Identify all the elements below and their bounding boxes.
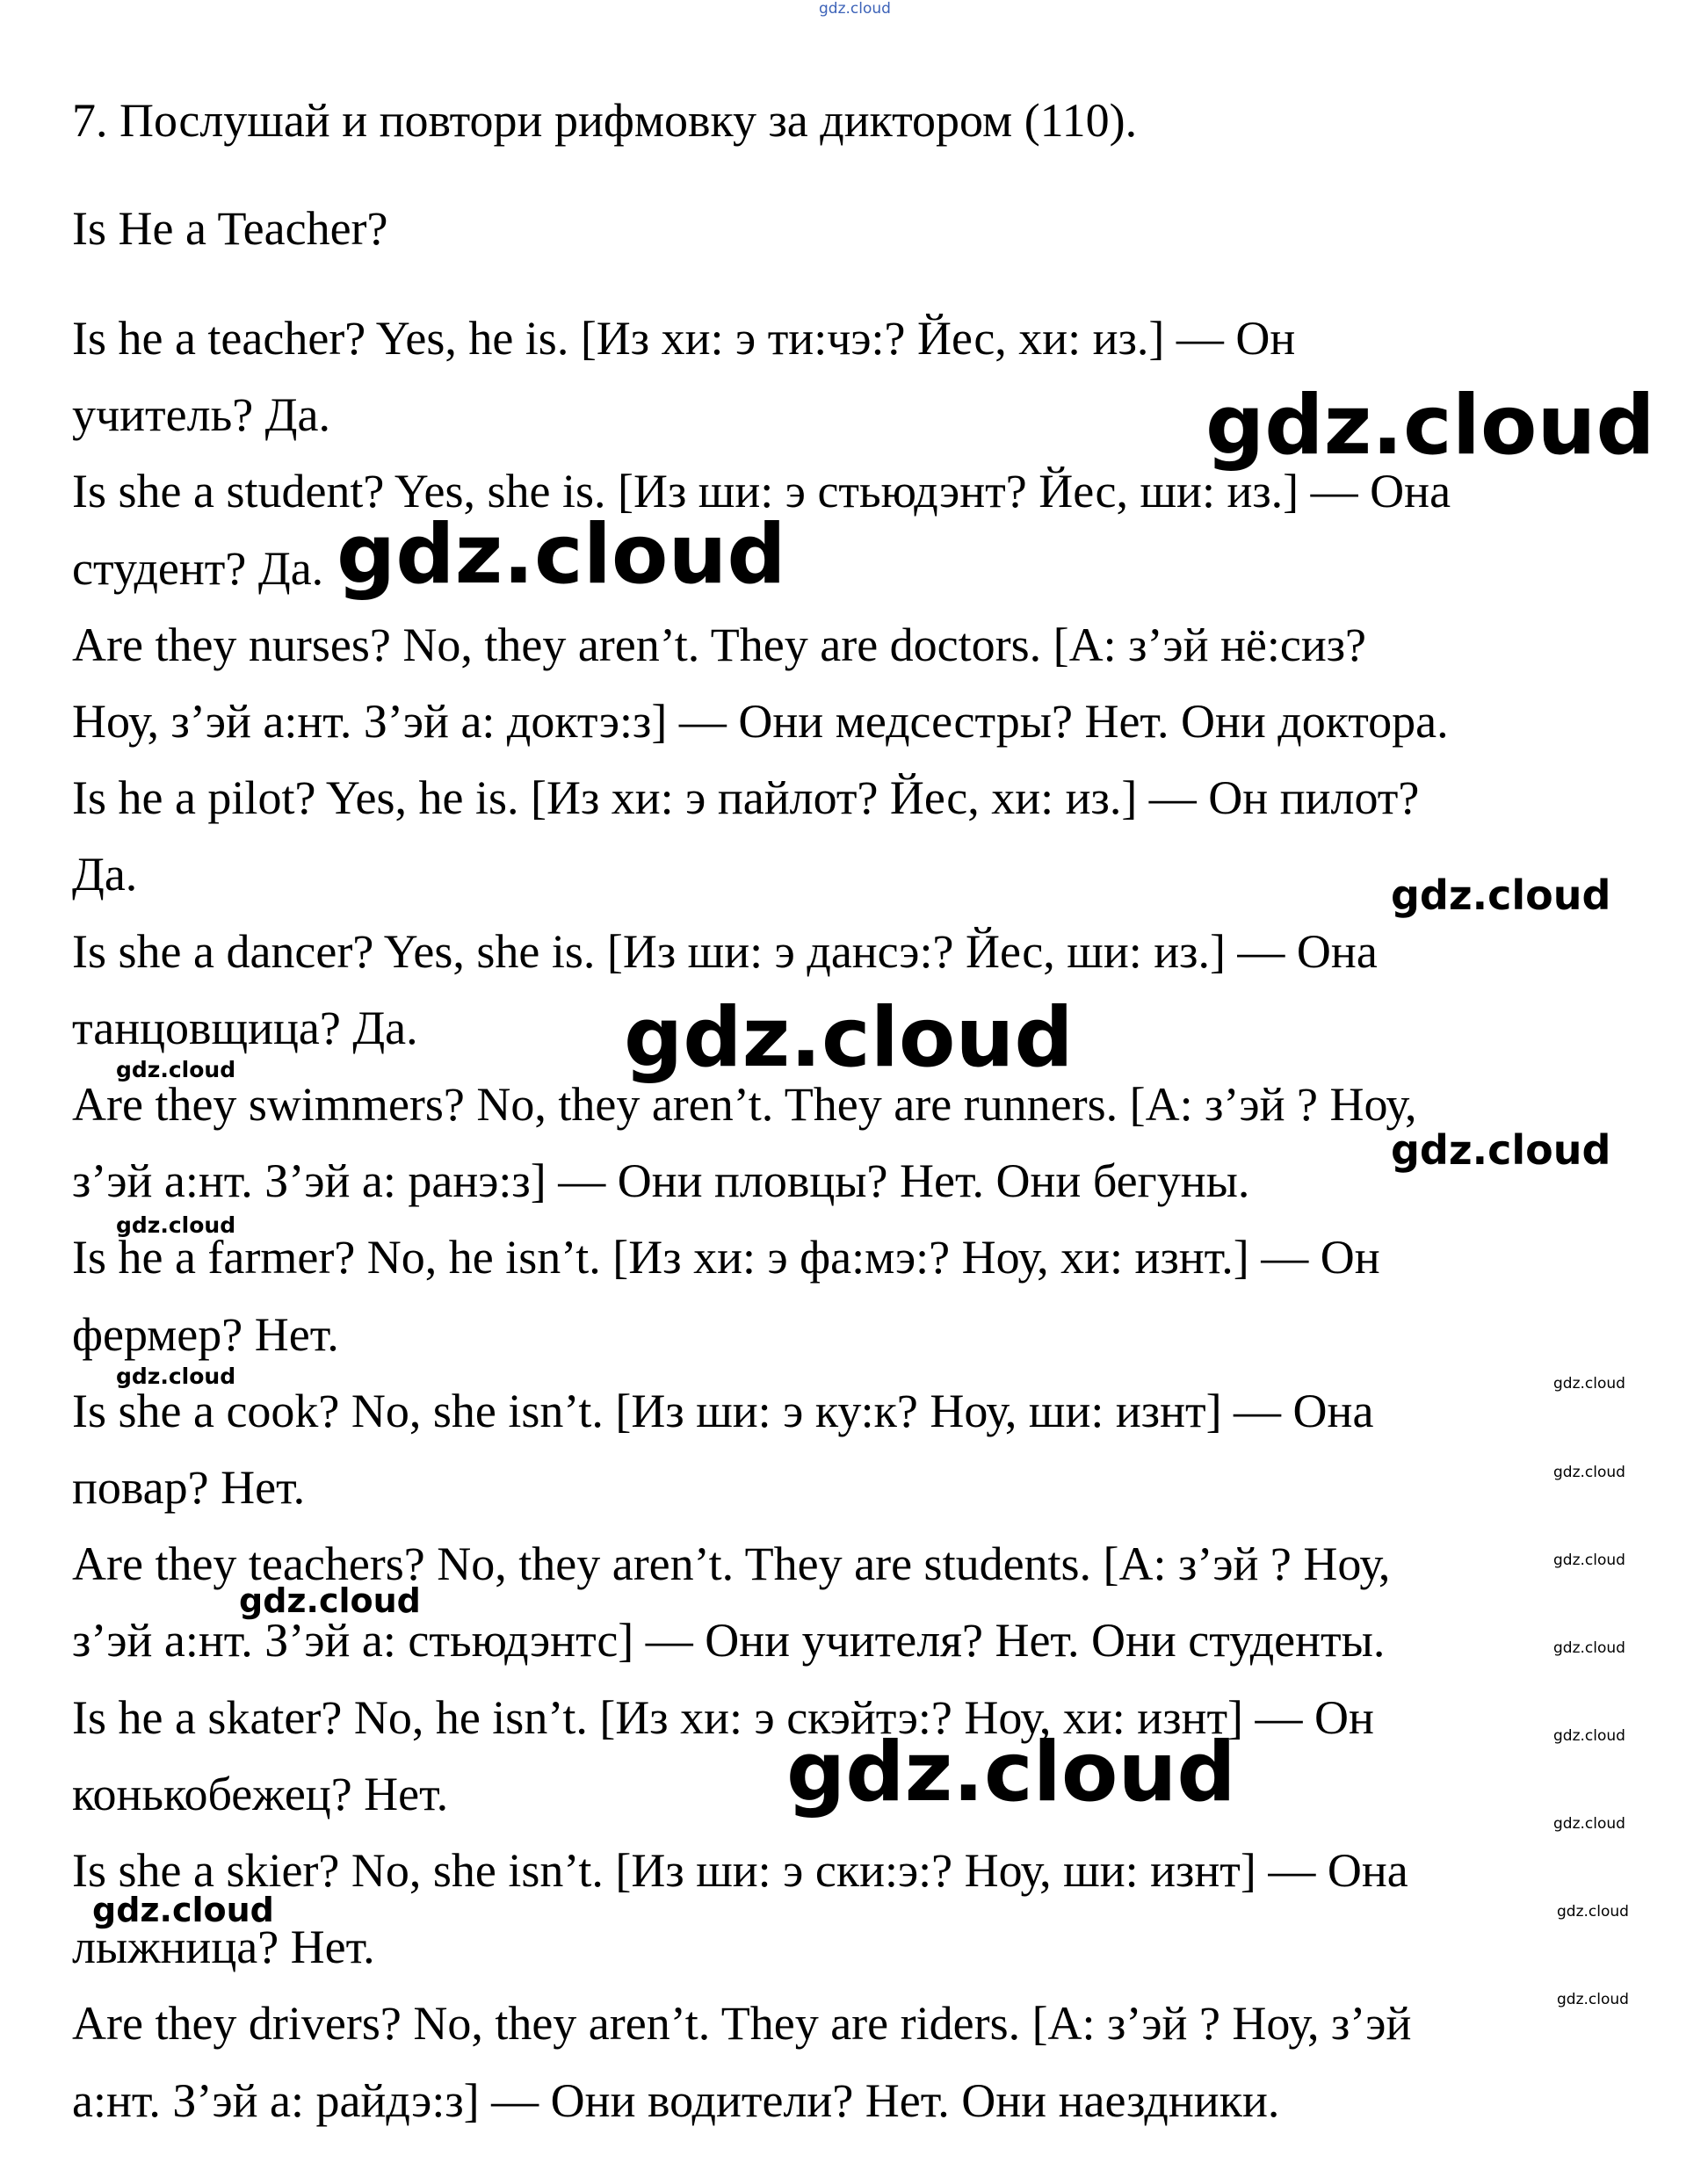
rhyme-line: Ноу, з’эй а:нт. З’эй а: доктэ:з] — Они медсестры? Нет. Они доктора. (72, 695, 1449, 748)
rhyme-line: з’эй а:нт. З’эй а: стьюдэнтс] — Они учителя? Нет. Они студенты. (72, 1614, 1386, 1667)
rhyme-line: Is she a dancer? Yes, she is. [Из ши: э дансэ:? Йес, ши: из.] — Она (72, 925, 1378, 978)
watermark: gdz.cloud (624, 990, 1074, 1086)
watermark: gdz.cloud (1553, 1464, 1625, 1481)
rhyme-line: Is she a skier? No, she isn’t. [Из ши: э ски:э:? Ноу, ши: изнт] — Она (72, 1844, 1408, 1897)
watermark: gdz.cloud (819, 0, 891, 18)
rhyme-line: лыжница? Нет. (72, 1921, 375, 1973)
rhyme-line: Are they teachers? No, they aren’t. They are students. [А: з’эй ? Ноу, (72, 1537, 1391, 1590)
rhyme-line: Is she a student? Yes, she is. [Из ши: э стьюдэнт? Йес, ши: из.] — Она (72, 465, 1451, 517)
rhyme-line: Is he a teacher? Yes, he is. [Из хи: э ти:чэ:? Йес, хи: из.] — Он (72, 312, 1296, 365)
rhyme-line: студент? Да. (72, 542, 324, 595)
rhyme-line: учитель? Да. (72, 388, 330, 441)
rhyme-line: Is he a skater? No, he isn’t. [Из хи: э скэйтэ:? Ноу, хи: изнт] — Он (72, 1691, 1374, 1744)
rhyme-line: танцовщица? Да. (72, 1002, 418, 1054)
watermark: gdz.cloud (116, 1212, 236, 1238)
rhyme-line: Is he a farmer? No, he isn’t. [Из хи: э фа:мэ:? Ноу, хи: изнт.] — Он (72, 1231, 1380, 1284)
rhyme-line: фермер? Нет. (72, 1308, 339, 1361)
watermark: gdz.cloud (116, 1057, 236, 1082)
rhyme-line: Are they nurses? No, they aren’t. They are doctors. [А: з’эй нё:сиз? (72, 619, 1367, 671)
watermark: gdz.cloud (1391, 1126, 1611, 1174)
rhyme-line: Is he a pilot? Yes, he is. [Из хи: э пайлот? Йес, хи: из.] — Он пилот? (72, 771, 1420, 824)
rhyme-line: а:нт. З’эй а: райдэ:з] — Они водители? Нет. Они наездники. (72, 2074, 1280, 2127)
watermark: gdz.cloud (1553, 1552, 1625, 1569)
rhyme-line: Is she a cook? No, she isn’t. [Из ши: э ку:к? Ноу, ши: изнт] — Она (72, 1385, 1374, 1437)
watermark: gdz.cloud (1553, 1375, 1625, 1393)
watermark: gdz.cloud (786, 1725, 1236, 1820)
rhyme-line: конькобежец? Нет. (72, 1768, 449, 1820)
rhyme-line: Да. (72, 848, 138, 901)
rhyme-title: Is He a Teacher? (72, 202, 388, 255)
watermark: gdz.cloud (1553, 1639, 1625, 1657)
watermark: gdz.cloud (92, 1891, 274, 1929)
watermark: gdz.cloud (1391, 872, 1611, 919)
exercise-heading: 7. Послушай и повтори рифмовку за диктором (110). (72, 94, 1138, 147)
watermark: gdz.cloud (337, 507, 786, 603)
rhyme-line: з’эй а:нт. З’эй а: ранэ:з] — Они пловцы? Нет. Они бегуны. (72, 1154, 1250, 1207)
watermark: gdz.cloud (1557, 1903, 1629, 1921)
rhyme-line: повар? Нет. (72, 1461, 306, 1514)
watermark: gdz.cloud (1205, 378, 1655, 474)
watermark: gdz.cloud (1553, 1727, 1625, 1745)
watermark: gdz.cloud (116, 1364, 236, 1389)
watermark: gdz.cloud (1557, 1991, 1629, 2008)
watermark: gdz.cloud (239, 1581, 421, 1620)
watermark: gdz.cloud (1553, 1815, 1625, 1833)
rhyme-line: Are they drivers? No, they aren’t. They are riders. [А: з’эй ? Ноу, з’эй (72, 1997, 1412, 2050)
rhyme-line: Are they swimmers? No, they aren’t. They are runners. [А: з’эй ? Ноу, (72, 1078, 1417, 1131)
